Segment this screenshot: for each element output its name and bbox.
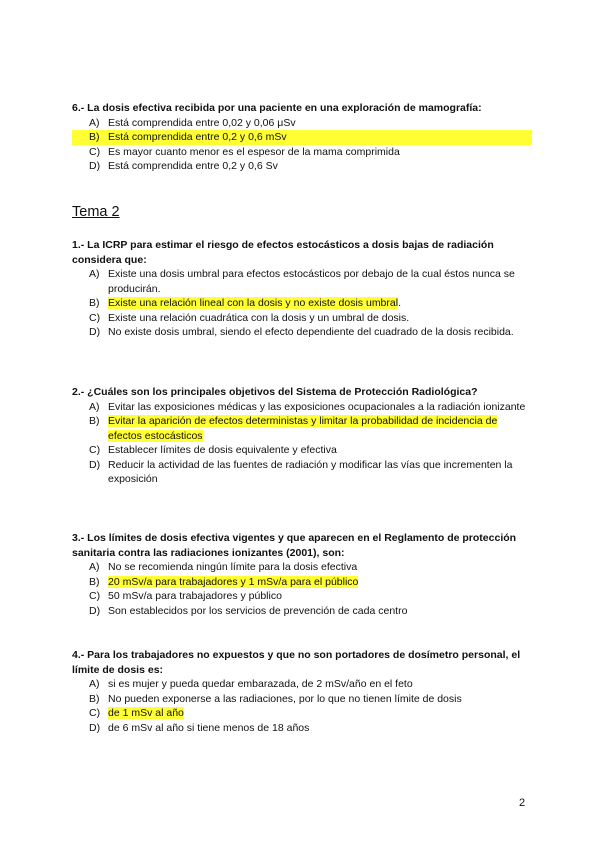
option-a: A) No se recomienda ningún límite para la dosis efectiva — [89, 561, 358, 573]
section-title: Tema 2 — [72, 204, 120, 220]
option-c: C) de 1 mSv al año — [89, 707, 184, 719]
highlighted-answer: Existe una relación lineal con la dosis y no existe dosis umbral — [108, 297, 399, 309]
question-stem: 6.- La dosis efectiva recibida por una paciente en una exploración de mamografía: — [72, 102, 482, 114]
option-b: B) 20 mSv/a para trabajadores y 1 mSv/a para el público — [89, 575, 359, 588]
option-c: C) Existe una relación cuadrática con la dosis y un umbral de dosis. — [89, 311, 410, 324]
question-stem: 3.- Los límites de dosis efectiva vigentes y que aparecen en el Reglamento de protección sanitaria contra las radiaciones ionizantes (2001), son: — [72, 532, 517, 559]
answer-options — [72, 677, 532, 735]
option-b-highlighted: B) Está comprendida entre 0,2 y 0,6 mSv — [72, 130, 532, 145]
question-3 — [72, 531, 532, 618]
highlighted-answer: Evitar la aparición de efectos deterministas y limitar la probabilidad de incidencia de efectos estocásticos — [108, 415, 498, 442]
option-b: B) No pueden exponerse a las radiaciones, por lo que no tienen límite de dosis — [89, 692, 462, 705]
highlighted-answer: 20 mSv/a para trabajadores y 1 mSv/a para el público — [108, 575, 359, 588]
option-d: D) de 6 mSv al año si tiene menos de 18 años — [89, 721, 310, 734]
highlighted-answer: de 1 mSv al año — [108, 707, 184, 719]
question-1 — [72, 238, 532, 340]
question-2 — [72, 385, 532, 487]
answer-options — [72, 560, 532, 618]
option-c: C) Establecer límites de dosis equivalente y efectiva — [89, 444, 337, 456]
option-b: B) Evitar la aparición de efectos deterministas y limitar la probabilidad de incidencia de efectos estocásticos — [89, 415, 498, 442]
page-number: 2 — [519, 797, 526, 809]
option-d: D) Reducir la actividad de las fuentes de radiación y modificar las vías que incrementen la exposición — [89, 458, 513, 485]
option-d: D) No existe dosis umbral, siendo el efecto dependiente del cuadrado de la dosis recibida. — [89, 326, 514, 338]
option-d: D) Está comprendida entre 0,2 y 0,6 Sv — [89, 160, 278, 172]
option-d: D) Son establecidos por los servicios de prevención de cada centro — [89, 604, 408, 617]
option-c: C) Es mayor cuanto menor es el espesor de la mama comprimida — [89, 145, 400, 158]
question-stem: 2.- ¿Cuáles son los principales objetivos del Sistema de Protección Radiológica? — [72, 386, 478, 398]
question-4 — [72, 648, 532, 735]
option-a: A) Existe una dosis umbral para efectos estocásticos por debajo de la cual éstos nunca se producirán. — [89, 268, 515, 295]
answer-options — [72, 116, 532, 174]
option-a: A) Está comprendida entre 0,02 y 0,06 μSv — [89, 116, 296, 129]
question-6 — [72, 101, 532, 174]
answer-options — [72, 400, 532, 487]
option-a: A) si es mujer y pueda quedar embarazada, de 2 mSv/año en el feto — [89, 678, 413, 690]
option-c: C) 50 mSv/a para trabajadores y público — [89, 590, 282, 602]
answer-options — [72, 267, 532, 340]
option-b: B) Existe una relación lineal con la dosis y no existe dosis umbral. — [89, 297, 401, 309]
option-a: A) Evitar las exposiciones médicas y las exposiciones ocupacionales a la radiación ionizante — [89, 400, 526, 413]
question-stem: 1.- La ICRP para estimar el riesgo de efectos estocásticos a dosis bajas de radiación considera que: — [72, 239, 494, 266]
question-stem: 4.- Para los trabajadores no expuestos y que no son portadores de dosímetro personal, el límite de dosis es: — [72, 649, 521, 676]
